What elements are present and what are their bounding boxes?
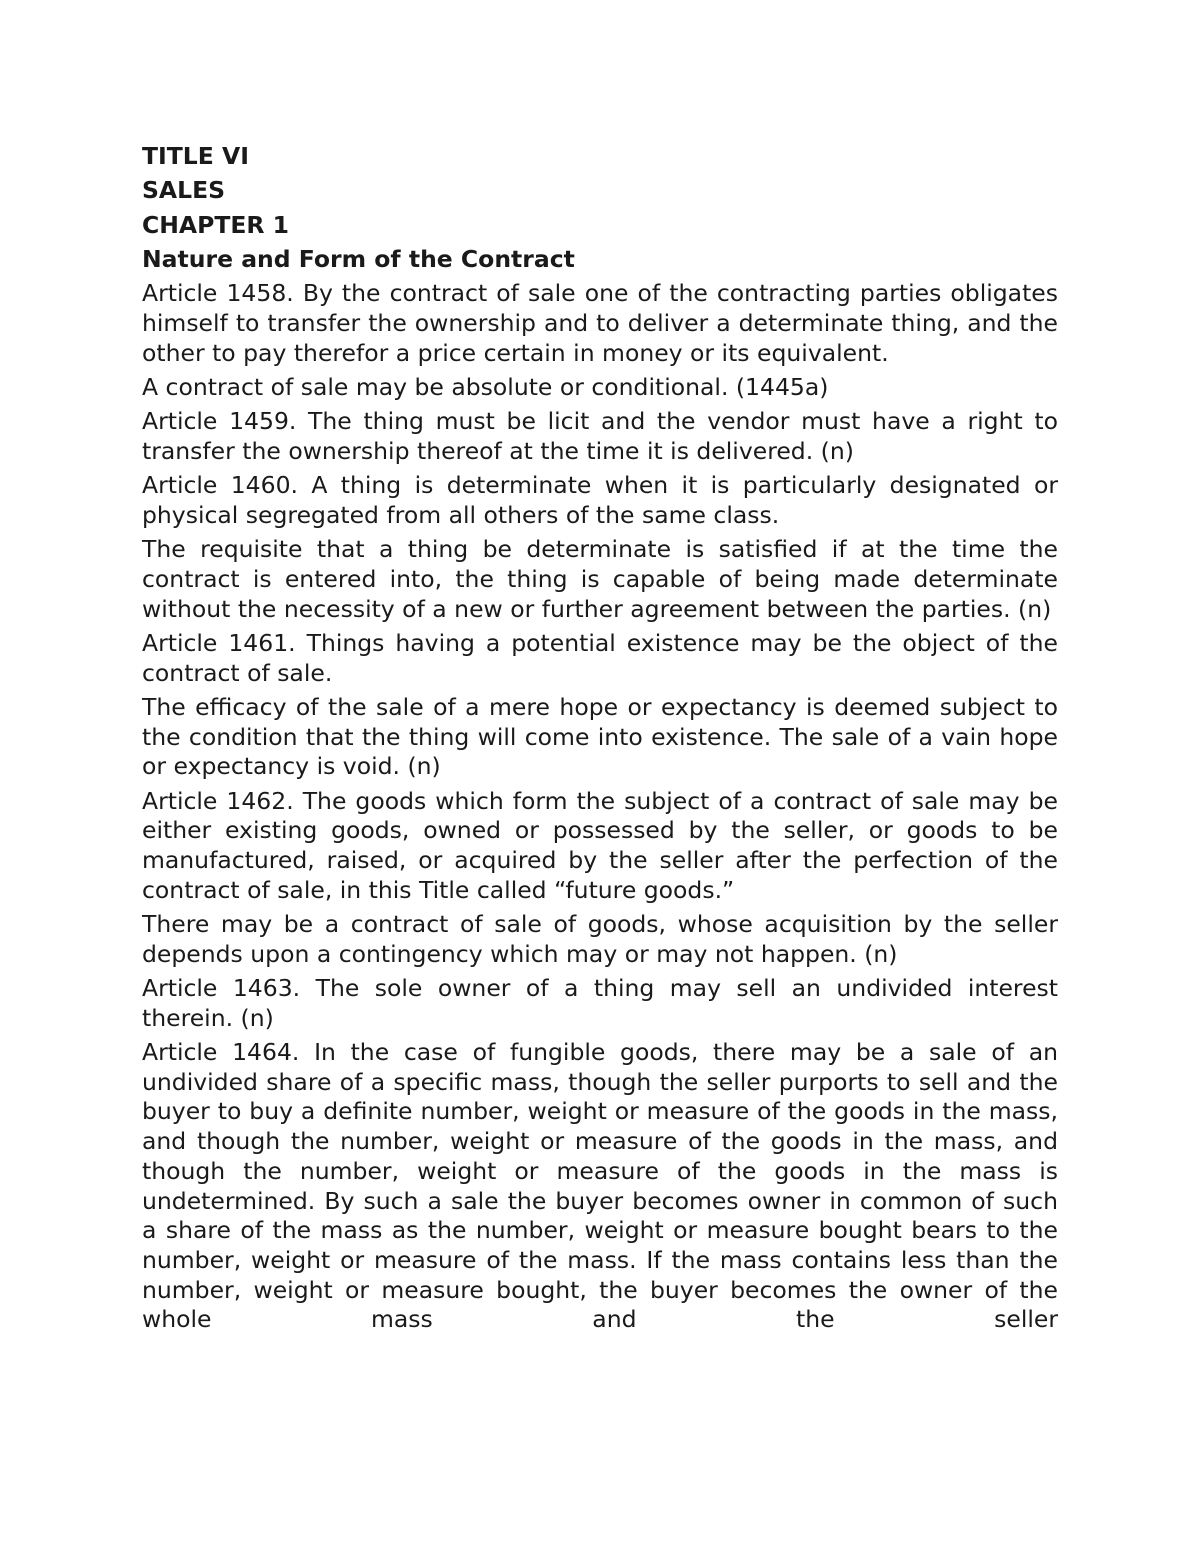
- article-1461-note-paragraph: The efficacy of the sale of a mere hope or expectancy is deemed subject to the condition that the thing will come into existence. The sale of a vain hope or expectancy is void. (n): [142, 692, 1058, 781]
- article-1460-paragraph: Article 1460. A thing is determinate when it is particularly designated or physical segregated from all others of the same class.: [142, 471, 1058, 529]
- chapter-heading: CHAPTER 1: [142, 210, 290, 239]
- article-1462-paragraph: Article 1462. The goods which form the subject of a contract of sale may be either existing goods, owned or possessed by the seller, or goods to be manufactured, raised, or acquired by the seller after the perfection of the contract of sale, in this Title called “future goods.”: [142, 786, 1058, 904]
- section-heading: Nature and Form of the Contract: [142, 244, 575, 273]
- article-1458-note-paragraph: A contract of sale may be absolute or conditional. (1445a): [142, 372, 829, 401]
- article-1463-paragraph: Article 1463. The sole owner of a thing may sell an undivided interest therein. (n): [142, 974, 1058, 1032]
- title-heading: TITLE VI: [142, 142, 249, 170]
- article-1464-paragraph: Article 1464. In the case of fungible goods, there may be a sale of an undivided share of a specific mass, though the seller purports to sell and the buyer to buy a definite number, weight or measure of the goods in the mass, and though the number, weight or measure of the goods in the mass, and though the number, weight or measure of the goods in the mass is undetermined. By such a sale the buyer becomes owner in common of such a share of the mass as the number, weight or measure bought bears to the number, weight or measure of the mass. If the mass contains less than the number, weight or measure bought, the buyer becomes the owner of the whole mass and the seller: [142, 1038, 1058, 1334]
- article-1459-paragraph: Article 1459. The thing must be licit and the vendor must have a right to transfer the ownership thereof at the time it is delivered. (n): [142, 407, 1058, 465]
- subtitle-heading: SALES: [142, 176, 226, 205]
- article-1458-paragraph: Article 1458. By the contract of sale one of the contracting parties obligates himself to transfer the ownership and to deliver a determinate thing, and the other to pay therefor a price certain in money or its equivalent.: [142, 279, 1058, 367]
- article-1461-paragraph: Article 1461. Things having a potential existence may be the object of the contract of sale.: [142, 628, 1058, 687]
- article-1460-note-paragraph: The requisite that a thing be determinate is satisfied if at the time the contract is entered into, the thing is capable of being made determinate without the necessity of a new or further agreement between the parties. (n): [142, 535, 1058, 623]
- article-1462-note-paragraph: There may be a contract of sale of goods, whose acquisition by the seller depends upon a contingency which may or may not happen. (n): [142, 910, 1058, 968]
- document-page: [142, 142, 1058, 1335]
